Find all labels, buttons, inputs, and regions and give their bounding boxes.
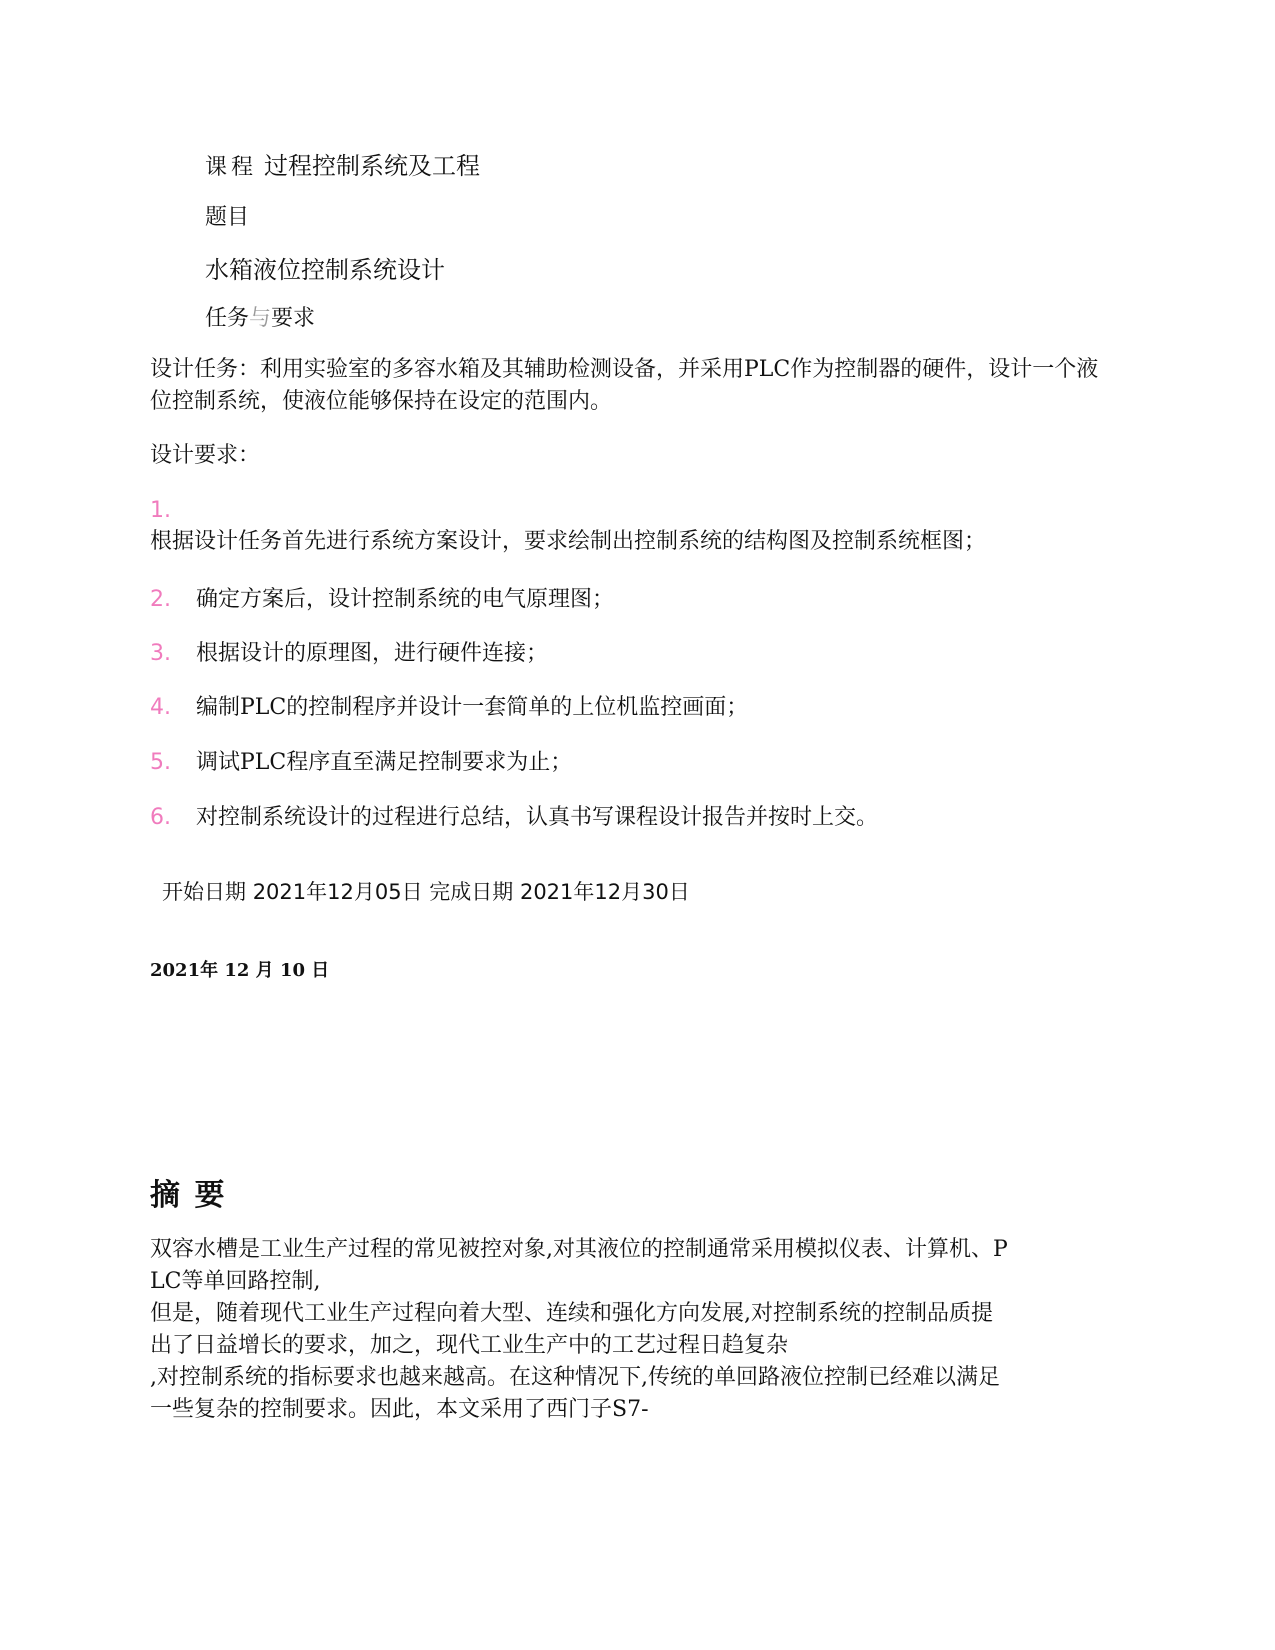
requirement-text: 调试PLC程序直至满足控制要求为止； (196, 750, 573, 775)
requirement-item (150, 636, 548, 667)
start-date-label: 开始日期 (162, 880, 246, 904)
requirement-item (150, 745, 572, 776)
requirement-text: 根据设计任务首先进行系统方案设计，要求绘制出控制系统的结构图及控制系统框图； (150, 529, 987, 554)
task-requirements-heading (205, 301, 315, 332)
requirement-item (150, 690, 748, 721)
requirement-number: 5. (150, 750, 171, 775)
requirements-heading: 设计要求： (150, 443, 261, 468)
requirement-item (150, 800, 878, 831)
requirement-text: 根据设计的原理图，进行硬件连接； (196, 641, 549, 666)
design-task-paragraph: 设计任务：利用实验室的多容水箱及其辅助检测设备，并采用PLC作为控制器的硬件，设计一个液位控制系统，使液位能够保持在设定的范围内。 (150, 357, 1099, 414)
end-date-value: 2021年12月30日 (519, 880, 690, 904)
requirement-number: 1. (150, 498, 171, 523)
abstract-line: ,对控制系统的指标要求也越来越高。在这种情况下,传统的单回路液位控制已经难以满足 (150, 1365, 1000, 1390)
requirement-number: 3. (150, 641, 171, 666)
signature-date: 2021年 12 月 10 日 (150, 960, 330, 981)
requirement-text: 对控制系统设计的过程进行总结，认真书写课程设计报告并按时上交。 (196, 805, 879, 830)
abstract-line: 出了日益增长的要求，加之，现代工业生产中的工艺过程日趋复杂 (150, 1333, 789, 1358)
abstract-line: LC等单回路控制, (150, 1269, 321, 1294)
requirement-number: 2. (150, 587, 171, 612)
start-date-value: 2021年12月05日 (252, 880, 423, 904)
requirement-item (150, 582, 614, 613)
requirement-number: 6. (150, 805, 171, 830)
abstract-heading: 摘 要 (150, 1178, 227, 1213)
abstract-line: 一些复杂的控制要求。因此，本文采用了西门子S7- (150, 1397, 649, 1422)
topic-value: 水箱液位控制系统设计 (205, 256, 445, 284)
requirement-text: 确定方案后，设计控制系统的电气原理图； (196, 587, 615, 612)
requirement-text: 编制PLC的控制程序并设计一套简单的上位机监控画面； (196, 695, 749, 720)
dates-line (162, 876, 690, 906)
requirement-number: 4. (150, 695, 171, 720)
course-value: 过程控制系统及工程 (264, 152, 481, 180)
task-label-c: 要求 (271, 306, 316, 331)
end-date-label: 完成日期 (429, 880, 514, 904)
topic-label: 题目 (205, 205, 250, 230)
abstract-line: 双容水槽是工业生产过程的常见被控对象,对其液位的控制通常采用模拟仪表、计算机、P (150, 1237, 1008, 1262)
task-label-b: 与 (249, 306, 272, 331)
abstract-body (150, 1234, 1008, 1426)
task-label-a: 任务 (205, 306, 250, 331)
course-label: 课程 (205, 155, 258, 180)
abstract-line: 但是，随着现代工业生产过程向着大型、连续和强化方向发展,对控制系统的控制品质提 (150, 1301, 993, 1326)
course-line (205, 146, 480, 181)
